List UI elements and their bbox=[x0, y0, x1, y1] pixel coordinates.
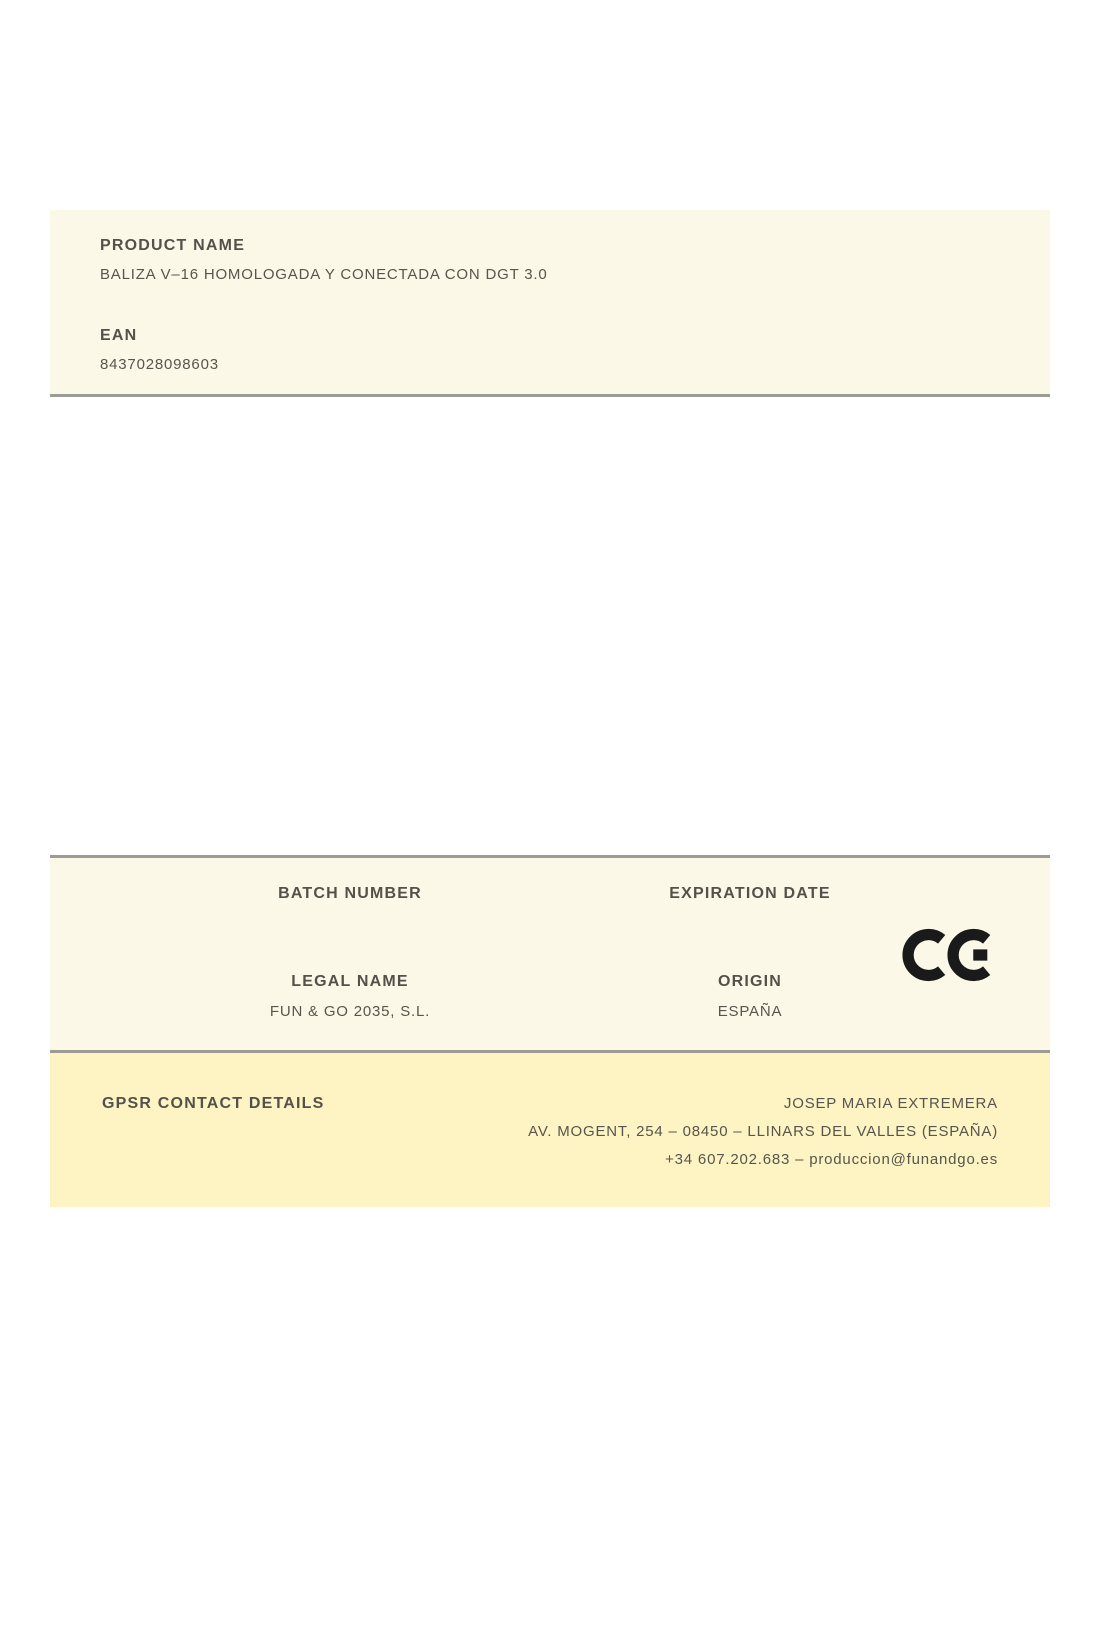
legal-name-label: LEGAL NAME bbox=[291, 973, 409, 990]
product-info-section bbox=[50, 210, 1050, 397]
ean-label: EAN bbox=[100, 327, 138, 344]
contact-address: AV. MOGENT, 254 – 08450 – LLINARS DEL VALLES (ESPAÑA) bbox=[528, 1123, 998, 1140]
expiration-date-label: EXPIRATION DATE bbox=[669, 885, 831, 902]
legal-name-value: FUN & GO 2035, S.L. bbox=[269, 1003, 431, 1020]
label-sheet bbox=[50, 210, 1050, 1207]
batch-info-section bbox=[50, 855, 1050, 1053]
contact-name: JOSEP MARIA EXTREMERA bbox=[783, 1095, 998, 1112]
origin-value: ESPAÑA bbox=[717, 1003, 783, 1020]
product-name-label: PRODUCT NAME bbox=[100, 237, 246, 254]
batch-right-column bbox=[550, 882, 950, 1024]
ean-value: 8437028098603 bbox=[100, 356, 219, 373]
ce-mark-icon bbox=[902, 922, 992, 988]
product-name-value: BALIZA V–16 HOMOLOGADA Y CONECTADA CON DGT 3.0 bbox=[100, 266, 548, 283]
gpsr-contact-block bbox=[528, 1090, 998, 1174]
origin-label: ORIGIN bbox=[717, 973, 783, 990]
gpsr-section bbox=[50, 1053, 1050, 1207]
gpsr-contact-label: GPSR CONTACT DETAILS bbox=[102, 1095, 325, 1112]
contact-phone-email: +34 607.202.683 – produccion@funandgo.es bbox=[665, 1151, 998, 1168]
batch-left-column bbox=[150, 882, 550, 1024]
batch-number-label: BATCH NUMBER bbox=[278, 885, 422, 902]
